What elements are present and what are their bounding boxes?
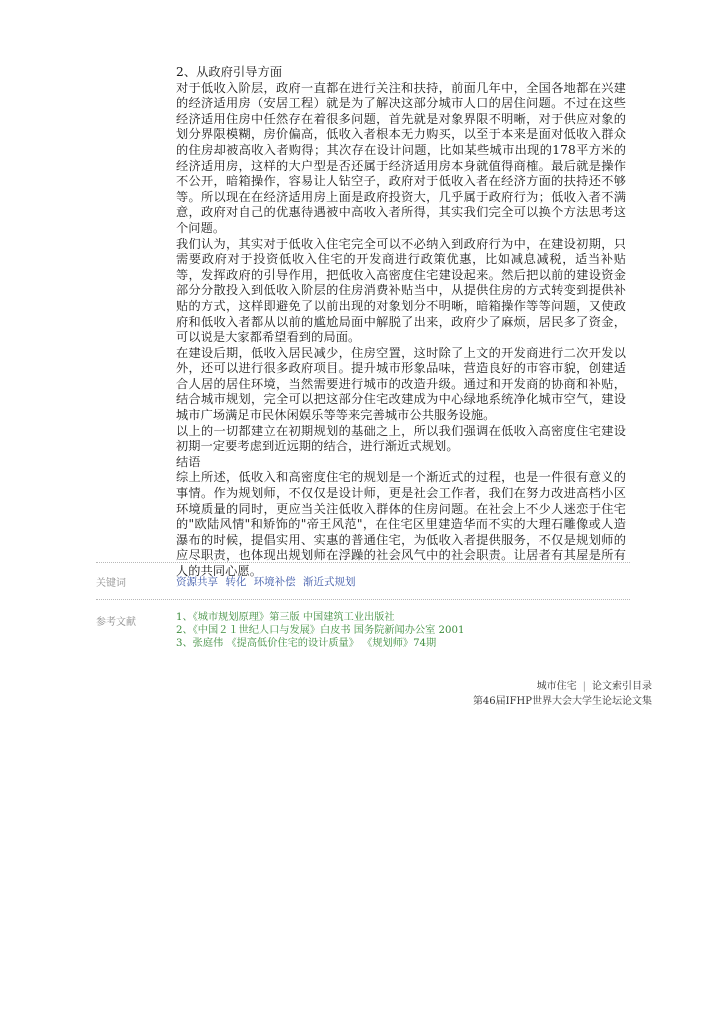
reference-item[interactable]: 3、张庭伟 《提高低价住宅的设计质量》 《规划师》74期 [176,638,437,649]
paragraph: 在建设后期，低收入居民减少，住房空置，这时除了上文的开发商进行二次开发以外，还可以进行很多政府项目。提升城市形象品味，营造良好的市容市貌，创建适合人居的居住环境，当然需要进行城市的改造升级。通过和开发商的协商和补贴，结合城市规划，完全可以把这部分住宅改建成为中心绿地系统净化城市空气，建设城市广场满足市民休闲娱乐等等来完善城市公共服务设施。 [176,345,626,423]
reference-item[interactable]: 1、《城市规划原理》第三版 中国建筑工业出版社 [176,612,395,623]
paragraph: 我们认为，其实对于低收入住宅完全可以不必纳入到政府行为中，在建设初期，只需要政府对于投资低收入住宅的开发商进行政策优惠，比如减息减税，适当补贴等，发挥政府的引导作用，把低收入高密度住宅建设起来。然后把以前的建设资金部分分散投入到低收入阶层的住房消费补贴当中，从提供住房的方式转变到提供补贴的方式，这样即避免了以前出现的对象划分不明晰，暗箱操作等等问题，又使政府和低收入者都从以前的尴尬局面中解脱了出来，政府少了麻烦，居民多了资金，可以说是大家都希望看到的局面。 [176,236,626,345]
footer-section-link[interactable]: 城市住宅 [536,681,577,692]
paragraph: 综上所述，低收入和高密度住宅的规划是一个渐近式的过程，也是一件很有意义的事情。作为规划师，不仅仅是设计师，更是社会工作者，我们在努力改进高档小区环境质量的同时，更应当关注低收入群体的住房问题。在社会上不少人迷恋于住宅的"欧陆风情"和矫饰的"帝王风范"，在住宅区里建造华而不实的大理石雕像或人造瀑布的时候，提倡实用、实惠的普通住宅，为低收入者提供服务，不仅是规划师的应尽职责，也体现出规划师在浮躁的社会风气中的社会职责。让居者有其屋是所有人的共同心愿。 [176,470,626,578]
footer-nav [537,677,652,692]
conclusion-heading: 结语 [176,454,201,469]
paragraph: 对于低收入阶层，政府一直都在进行关注和扶持，前面几年中，全国各地都在兴建的经济适用房（安居工程）就是为了解决这部分城市人口的居住问题。不过在这些经济适用住房中任然存在着很多问题，首先就是对象界限不明晰，对于供应对象的划分界限模糊，房价偏高，低收入者根本无力购买，以至于本来是面对低收入群众的住房却被高收入者购得；其次存在设计问题，比如某些城市出现的178平方米的经济适用房，这样的大户型是否还属于经济适用房本身就值得商榷。最后就是操作不公开，暗箱操作，容易让人钻空子，政府对于低收入者在经济方面的扶持还不够等。所以现在在经济适用房上面是政府投资大，几乎属于政府行为；低收入者不满意，政府对自己的优惠待遇被中高收入者所得，其实我们完全可以换个方法思考这个问题。 [176,80,626,235]
footer-index-link[interactable]: 论文索引目录 [592,681,652,692]
section-heading: 2、从政府引导方面 [176,65,283,79]
keyword-item[interactable]: 环境补偿 [253,576,296,588]
references-label: 参考文献 [96,617,136,628]
keywords-list [176,574,360,589]
article-body [176,65,626,580]
footer-separator: | [582,681,586,692]
keyword-item[interactable]: 转化 [225,576,247,588]
reference-item[interactable]: 2、《中国２１世纪人口与发展》白皮书 国务院新闻办公室 2001 [176,625,465,636]
paragraph: 以上的一切都建立在初期规划的基础之上，所以我们强调在低收入高密度住宅建设初期一定要考虑到近远期的结合，进行渐近式规划。 [176,423,626,454]
keywords-label: 关键词 [96,578,126,589]
divider [96,562,630,563]
footer-collection: 第46届IFHP世界大会大学生论坛论文集 [472,696,652,707]
references-list [176,611,464,650]
keyword-item[interactable]: 渐近式规划 [303,576,356,588]
divider [96,599,630,600]
keyword-item[interactable]: 资源共享 [176,576,218,588]
